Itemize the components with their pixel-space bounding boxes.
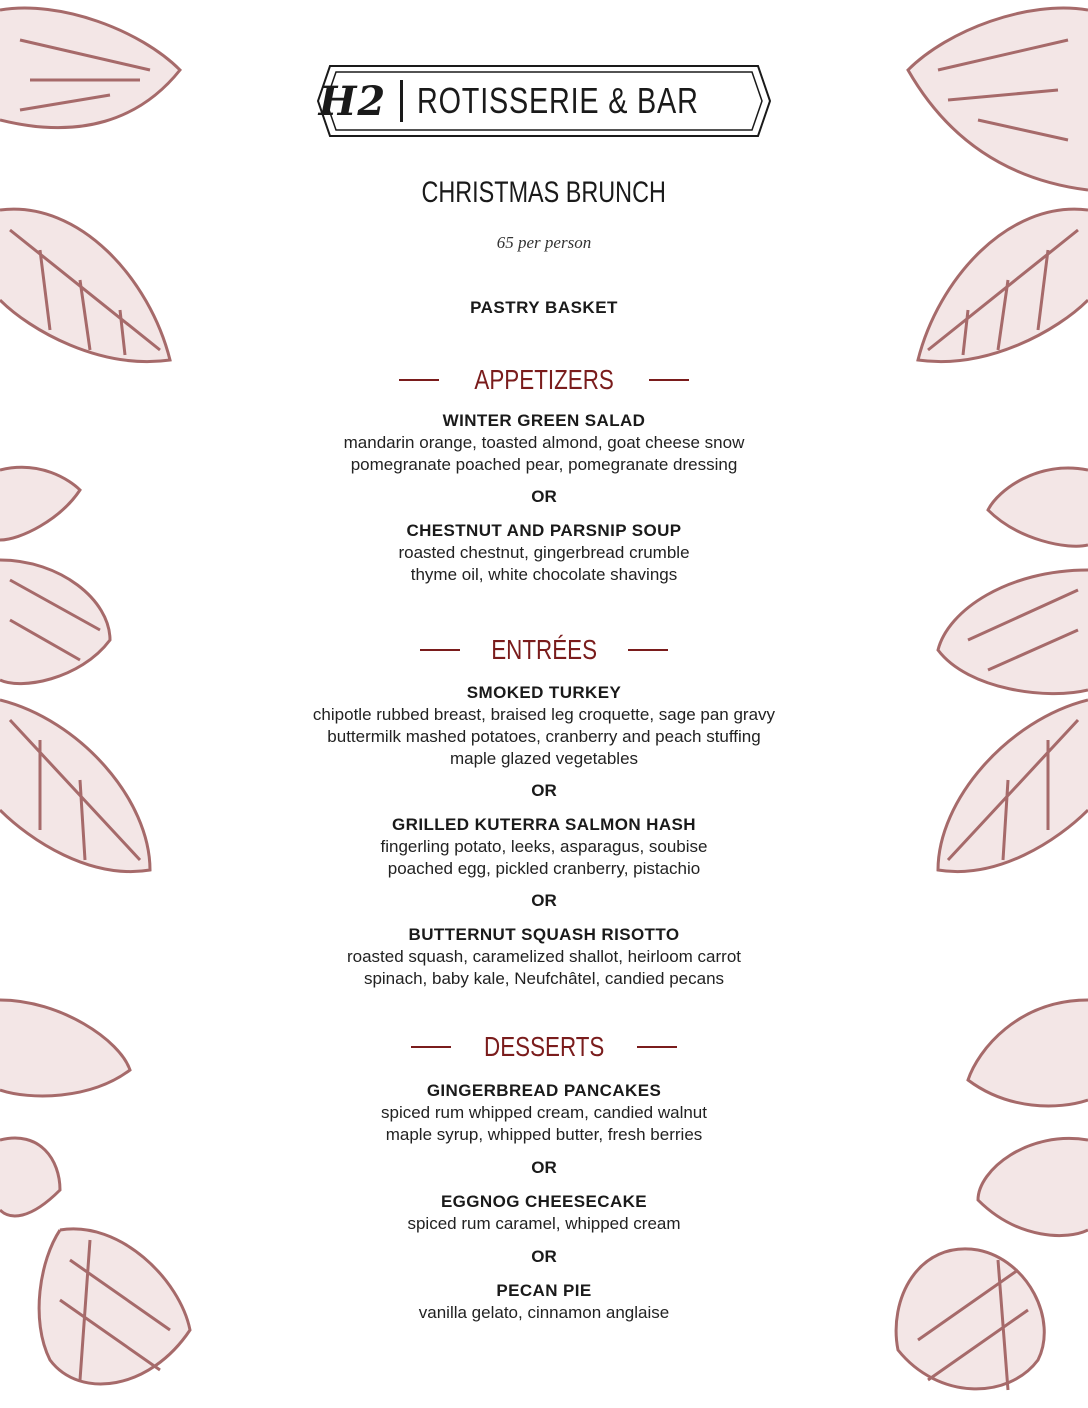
item-name: EGGNOG CHEESECAKE — [440, 1192, 648, 1211]
price-per-person: 65 per person — [496, 233, 592, 252]
menu-item — [0, 520, 1088, 586]
section-heading-desserts: DESSERTS — [0, 1029, 1088, 1063]
item-desc-line: thyme oil, white chocolate shavings — [410, 565, 678, 584]
logo-mark: H2 — [318, 77, 387, 125]
menu-item — [0, 924, 1088, 990]
item-name: SMOKED TURKEY — [466, 683, 622, 702]
menu-item — [0, 814, 1088, 880]
item-desc-line: fingerling potato, leeks, asparagus, soubise — [380, 837, 708, 856]
restaurant-name: ROTISSERIE & BAR — [417, 80, 699, 121]
or-separator: OR — [531, 487, 557, 506]
or-separator: OR — [531, 1158, 557, 1177]
item-desc-line: spiced rum caramel, whipped cream — [407, 1214, 681, 1233]
logo-divider — [400, 80, 403, 122]
item-desc-line: spiced rum whipped cream, candied walnut — [380, 1103, 707, 1122]
menu-item — [0, 682, 1088, 770]
item-desc-line: vanilla gelato, cinnamon anglaise — [418, 1303, 670, 1322]
or-separator: OR — [531, 1247, 557, 1266]
item-desc-line: roasted chestnut, gingerbread crumble — [398, 543, 690, 562]
item-desc-line: roasted squash, caramelized shallot, heirloom carrot — [346, 947, 742, 966]
item-name: GRILLED KUTERRA SALMON HASH — [392, 815, 696, 834]
pastry-basket: PASTRY BASKET — [470, 298, 618, 317]
item-desc-line: mandarin orange, toasted almond, goat cheese snow — [343, 433, 745, 452]
or-separator: OR — [531, 781, 557, 800]
item-desc-line: poached egg, pickled cranberry, pistachio — [387, 859, 701, 878]
item-name: BUTTERNUT SQUASH RISOTTO — [408, 925, 680, 944]
item-name: WINTER GREEN SALAD — [442, 411, 646, 430]
menu-item — [0, 1280, 1088, 1324]
menu-item — [0, 410, 1088, 476]
item-desc-line: pomegranate poached pear, pomegranate dressing — [350, 455, 738, 474]
menu-title: CHRISTMAS BRUNCH — [421, 176, 667, 209]
section-heading-appetizers: APPETIZERS — [0, 362, 1088, 396]
section-heading-entrees: ENTRÉES — [0, 632, 1088, 666]
item-desc-line: maple syrup, whipped butter, fresh berries — [385, 1125, 703, 1144]
item-name: GINGERBREAD PANCAKES — [426, 1081, 662, 1100]
menu-item — [0, 1191, 1088, 1235]
item-desc-line: spinach, baby kale, Neufchâtel, candied pecans — [363, 969, 725, 988]
item-desc-line: buttermilk mashed potatoes, cranberry and peach stuffing — [327, 727, 761, 746]
menu-item — [0, 1080, 1088, 1146]
logo-banner — [316, 64, 772, 138]
item-desc-line: maple glazed vegetables — [449, 749, 639, 768]
or-separator: OR — [531, 891, 557, 910]
item-name: PECAN PIE — [496, 1281, 592, 1300]
item-desc-line: chipotle rubbed breast, braised leg croquette, sage pan gravy — [312, 705, 776, 724]
item-name: CHESTNUT AND PARSNIP SOUP — [406, 521, 682, 540]
